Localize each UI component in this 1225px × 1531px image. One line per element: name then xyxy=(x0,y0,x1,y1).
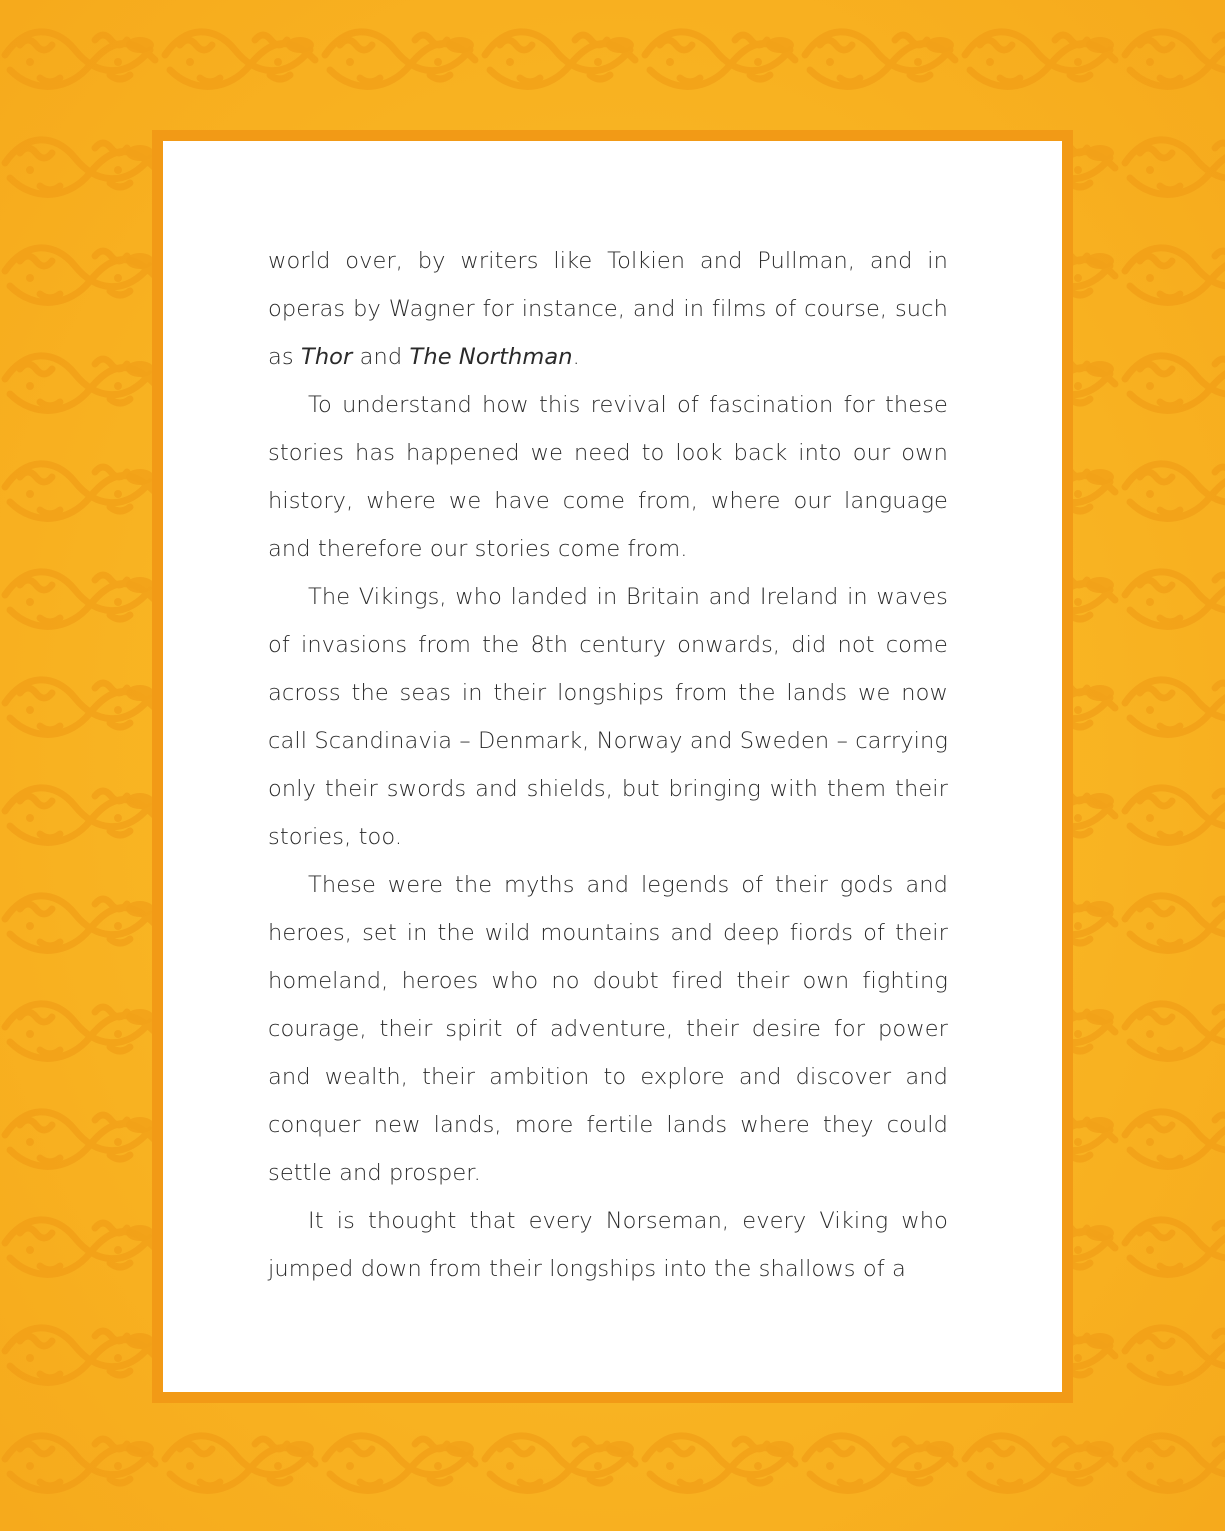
title-the-northman: The Northman xyxy=(409,344,573,370)
paragraph-2: To understand how this revival of fascination for these stories has happened we need to look back into our own history, where we have come from, where our language and therefore our stories come from. xyxy=(268,392,948,562)
paragraph-3: The Vikings, who landed in Britain and Ireland in waves of invasions from the 8th century onwards, did not come across the seas in their longships from the lands we now call Scandinavia – Denmark, Norway and Sweden – carrying only their swords and shields, but bringing with them their stories, too. xyxy=(268,584,948,850)
title-thor: Thor xyxy=(300,344,353,370)
body-text xyxy=(268,237,948,1293)
paragraph-4: These were the myths and legends of their gods and heroes, set in the wild mountains and deep fiords of their homeland, heroes who no doubt fired their own fighting courage, their spirit of adventure, their desire for power and wealth, their ambition to explore and discover and conquer new lands, more fertile lands where they could settle and prosper. xyxy=(268,872,948,1186)
paragraph-5: It is thought that every Norseman, every Viking who jumped down from their longships into the shallows of a xyxy=(268,1208,948,1282)
paragraph-1: world over, by writers like Tolkien and Pullman, and in operas by Wagner for instance, and in films of course, such as Thor and The Northman. xyxy=(268,248,948,370)
